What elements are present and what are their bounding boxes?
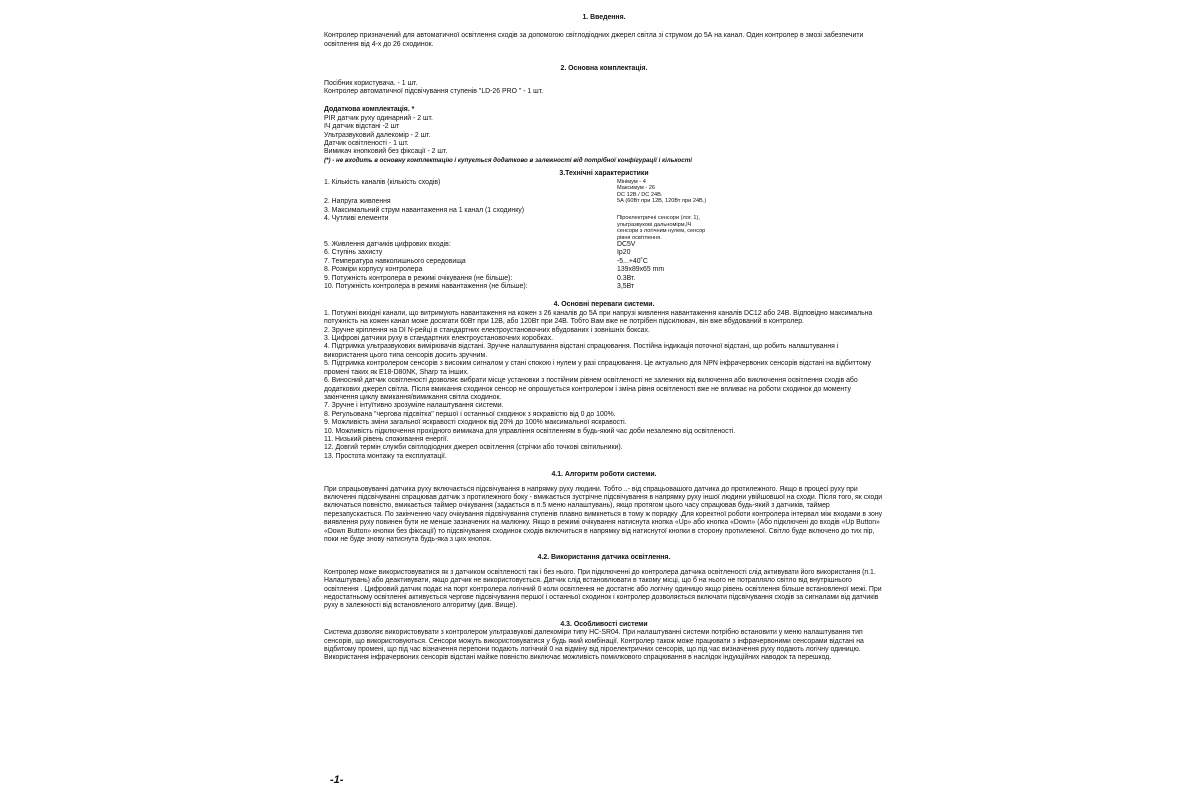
kit-footnote: (*) - не входить в основну комплектацію і купується додатково в залежності від потрібної конфігурації і кількості (324, 156, 692, 164)
list-item: 12. Довгий термін служби світлодіодних джерел освітлення (стрічки або точкові світильники). (324, 444, 623, 452)
document-page (324, 14, 884, 663)
section-4-heading: 4. Основні переваги системи. (553, 301, 655, 309)
spec-label: 5. Живлення датчиків цифрових входів: (324, 241, 451, 248)
section-3-heading: 3.Технічні характеристики (559, 170, 649, 178)
list-item: Контролер автоматичної підсвічування ступенів "LD-26 PRO " - 1 шт. (324, 88, 544, 96)
spec-value: 0.3Вт. (617, 274, 636, 282)
section-2-heading: 2. Основна комплектація. (560, 65, 648, 73)
spec-value: Мінімум - 4 Максимум - 26 (617, 178, 655, 192)
extra-kit-list (324, 115, 884, 157)
spec-label: 3. Максимальний струм навантаження на 1 канал (1 сходинку) (324, 206, 525, 214)
section-4-2-text: Контролер може використовуватися як з датчиком освітленості так і без нього. При підключенні до контролера датчика освітленості слід активувати його використання (п.1. Налаштувань) або деактивувати, якщо датчик не використовується. Датчик слід встановлювати в такому місці, що б на нього не потрапляло світло від внутрішнього освітлення . Цифровий датчик подає на порт контролера логічний 0 коли освітлення не достатнє або логічну одиницю якщо рівень освітлення більше встановленої межі. При недостатньому освітленні активується чергове підсвічування першої і останньої сходинок і контролер дозволяється включати підсвічування сходів за сигналами від датчиків руху в залежності від встановленого алгоритму (див. Вище). (324, 568, 882, 610)
spec-value (617, 207, 884, 215)
spec-value: 3,5Вт (617, 283, 635, 291)
spec-label: 9. Потужність контролера в режимі очікування (не більше): (324, 274, 513, 282)
spec-value: -5...+40˚C (617, 257, 648, 265)
section-4-3-text: Система дозволяє використовувати з контролером ультразвукові далекоміри типу HC-SR04. При налаштуванні системи потрібно встановити у меню налаштування тип сенсорів, що використовуються. Сенсори можуть використовуватися у будь який комбінації. Контролер також може працювати з інфрачервоними сенсорами відстані на відбитому промені, що під час візначення перепони подають логічний 0 на відміну від піроелектричних сенсорів, що під час визначення руху подають логічну одиницю. Використання інфрачервоних сенсорів відстані майже повністю виключає можливість помилкового спрацювання в наслідок індукційних наводок та перешкод. (324, 629, 864, 662)
spec-label: 4. Чутливі елементи (324, 215, 389, 222)
extra-kit-heading: Додаткова комплектація. * (324, 106, 415, 114)
page-number: -1- (330, 774, 344, 786)
list-item: 5. Підтримка контролером сенсорів з високим сигналом у стані спокою і нулем у разі спрацювання. Це актуально для NPN інфрачервоних сенсорів відстані на відбиттому промені таких як E18-D80NK, Sharp та інших. (324, 360, 872, 376)
basic-kit-list (324, 80, 884, 97)
spec-value: 5А (60Вт при 12В, 120Вт при 24В.) (617, 198, 707, 205)
list-item: 1. Потужні вихідні канали, що витримують навантаження на кожен з 26 каналів до 5А при напрузі живлення навантаження каналів DC12 або 24В. Відповідно максимальна потужність на кожен канал може досягати 60Вт при 12В, або 120Вт при 24В. Тобто Вам вже не потрібен підсилювач, він вже вбудований в контролер. (324, 309, 873, 326)
section-4-2-heading: 4.2. Використання датчика освітлення. (537, 554, 671, 562)
list-item: 11. Низький рівень споживання енергії. (324, 435, 449, 443)
section-1-text: Контролер призначений для автоматичної освітлення сходів за допомогою світлодіодних джерел світла зі струмом до 5А на канал. Один контролер в змозі забезпечити освітлення від 4-х до 26 сходинок. (324, 32, 864, 48)
list-item: 6. Виносний датчик освітленості дозволяє вибрати місце установки з постійним рівнем освітленості не залежних від включення або виключення освітлення сходів або додаткових джерел світла. Після вмикання сходинок сенсор не опрошується контролером і зміна рівня освітленості вже не впливає на роботи сходинок до моменту закінчення циклу вмикання/вимикання світла сходинок. (324, 377, 858, 401)
section-1-heading: 1. Введення. (582, 14, 626, 21)
list-item: ІЧ датчик відстані -2 шт (324, 123, 400, 131)
spec-label: 10. Потужність контролера в режимі навантаження (не більше): (324, 283, 528, 291)
list-item: 2. Зручне кріплення на DI N-рейці в стандартних електроустановочних вбудованих і зовнішніх боксах. (324, 326, 650, 334)
spec-label: 2. Напруга живлення (324, 198, 391, 206)
list-item: Датчик освітленості - 1 шт. (324, 140, 409, 148)
section-4-3-heading: 4.3. Особливості системи (560, 620, 648, 628)
spec-label: 7. Температура навколишнього середовища (324, 257, 466, 265)
list-item: Ультразвуковий далекомір - 2 шт. (324, 131, 431, 139)
list-item: 7. Зручне і інтуїтивно зрозуміле налаштування системи. (324, 402, 504, 410)
spec-label: 8. Розміри корпусу контролера (324, 266, 423, 274)
list-item: 3. Цифрові датчики руху в стандартних електроустановочних коробках. (324, 335, 553, 343)
section-4-1-heading: 4.1. Алгоритм роботи системи. (551, 471, 657, 479)
spec-value: DC5V (617, 241, 636, 248)
list-item: Посібник користувача. - 1 шт. (324, 79, 418, 87)
spec-label: 6. Ступінь захисту (324, 249, 383, 257)
list-item: PIR датчик руху одинарний - 2 шт. (324, 114, 433, 122)
spec-value: 139х89х65 mm (617, 266, 665, 274)
list-item: 4. Підтримка ультразвукових вимірювачів відстані. Зручне налаштування відстані спрацювання. Постійна індикація поточної відстані, що робить налаштування і використання цього типа сенсорів досить зручним. (324, 343, 839, 359)
list-item: Вимикач кнопковий без фіксації - 2 шт. (324, 148, 448, 156)
spec-value: DC 12В / DC 24В. (617, 191, 663, 198)
specs-table (324, 179, 884, 292)
spec-value: Ip20 (617, 249, 631, 257)
spec-label: 1. Кількість каналів (кількість сходів) (324, 178, 441, 186)
list-item: 13. Простота монтажу та експлуатації. (324, 452, 447, 460)
list-item: 10. Можливість підключення прохідного вимикача для управління освітленням в будь-який час доби незалежно від освітленості. (324, 427, 736, 435)
section-4-1-text: При спрацьовуванні датчика руху включається підсвічування в напрямку руху людини. Тобто ..- від спрацьовашого датчика до протилежного. Якщо в процесі руху при включенні підсвічуванні спрацював датчик з протилежного боку - вмикається зустрічне підсвічування в напрямку руху іншої людини увійшовшої на сходи. Після того, як сходи включаться повністю, вмикається таймер очікування (задається в п.5 меню налаштувань), якщо протягом цього часу спрацював будь-який з датчиків, таймер перезапускається. По закінченню часу очікування підсвічування ступенів плавно вимкнеться в тому ж порядку .Для коректної роботи контролера інтервал між входами в зону виявлення руху повинен бути не менше зазначених на малюнку. Якщо в режимі очікування натиснута кнопка «Up» або кнопка «Down» (Або підключені до входів «Up Button» «Down Button» кнопки без фіксації) то підсвічування сходинок сходів включиться в напрямку від натиснутої кнопки в сторону протилежної. Світло буде включено до тих пір, поки не буде знову натиснута будь-яка з цих кнопок. (324, 485, 883, 543)
spec-value: Піроелектричні сенсори (лог. 1), ультразвукові дальномірм,ІЧ сенсори з логічним нулем, сенсор рівня освітлення. (617, 215, 706, 241)
list-item: 9. Можливість зміни загальної яскравості сходинок від 20% до 100% максимальної яскравості. (324, 419, 627, 427)
list-item: 8. Регульована "чергова підсвітка" першої і останньої сходинок з яскравістю від 0 до 100%. (324, 410, 616, 418)
advantages-list (324, 310, 884, 461)
